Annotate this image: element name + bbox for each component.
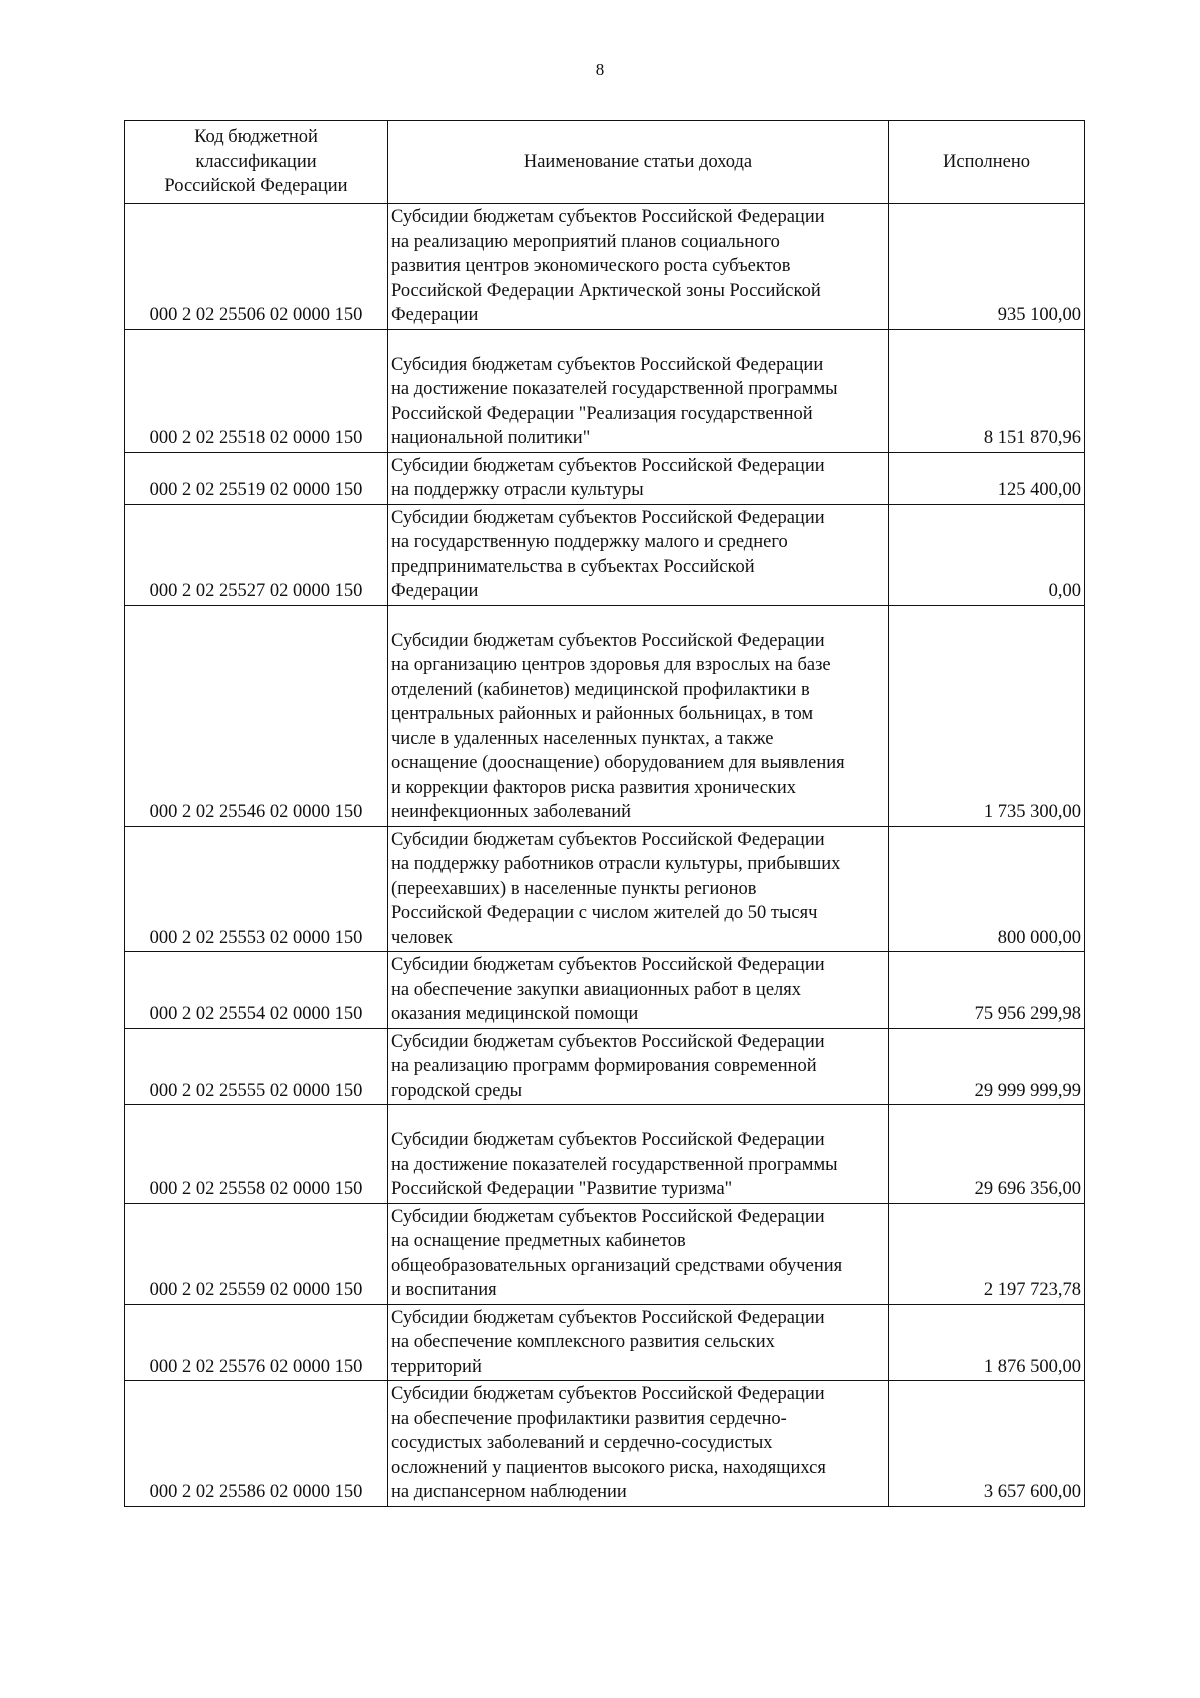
table-header-row [125, 121, 1085, 204]
revenue-name-line: Субсидии бюджетам субъектов Российской Федерации [391, 1130, 825, 1150]
table-row [125, 1028, 1085, 1105]
revenue-name-cell [388, 1105, 889, 1204]
revenue-name-line: (переехавших) в населенные пункты регионов [391, 878, 757, 899]
revenue-name-line: общеобразовательных организаций средствами обучения [391, 1255, 843, 1276]
revenue-name-line: числе в удаленных населенных пунктах, а также [391, 728, 774, 749]
revenue-name-line: Российской Федерации с числом жителей до 50 тысяч [391, 903, 818, 923]
budget-code-cell: 000 2 02 25576 02 0000 150 [125, 1304, 388, 1381]
amount-cell: 125 400,00 [889, 452, 1085, 504]
header-code-line: классификации [195, 151, 317, 172]
table-row [125, 452, 1085, 504]
amount-cell: 800 000,00 [889, 826, 1085, 952]
revenue-name-line: оснащение (дооснащение) оборудованием для выявления [391, 753, 845, 773]
table-row [125, 605, 1085, 826]
table-row [125, 1203, 1085, 1304]
revenue-name-line: неинфекционных заболеваний [391, 802, 632, 822]
revenue-name-line: Субсидии бюджетам субъектов Российской Федерации [391, 207, 825, 227]
amount-cell: 75 956 299,98 [889, 952, 1085, 1029]
budget-code-cell: 000 2 02 25506 02 0000 150 [125, 204, 388, 330]
table-row [125, 1381, 1085, 1507]
revenue-table [124, 120, 1085, 1507]
revenue-name-line: городской среды [391, 1080, 523, 1101]
budget-code-cell: 000 2 02 25586 02 0000 150 [125, 1381, 388, 1507]
revenue-name-line: на достижение показателей государственной программы [391, 1154, 838, 1175]
budget-code-cell: 000 2 02 25546 02 0000 150 [125, 605, 388, 826]
amount-cell: 29 999 999,99 [889, 1028, 1085, 1105]
budget-code-cell: 000 2 02 25558 02 0000 150 [125, 1105, 388, 1204]
revenue-name-line: Субсидии бюджетам субъектов Российской Федерации [391, 1031, 825, 1052]
revenue-name-line: территорий [391, 1356, 482, 1377]
amount-cell: 8 151 870,96 [889, 329, 1085, 452]
revenue-name-line: Субсидии бюджетам субъектов Российской Федерации [391, 829, 825, 850]
revenue-name-line: Субсидии бюджетам субъектов Российской Федерации [391, 507, 825, 528]
amount-cell: 1 876 500,00 [889, 1304, 1085, 1381]
revenue-name-line: Российской Федерации Арктической зоны Российской [391, 280, 821, 301]
header-code-line: Код бюджетной [194, 127, 318, 148]
revenue-name-cell [388, 605, 889, 826]
revenue-name-line: на поддержку работников отрасли культуры, прибывших [391, 854, 841, 874]
amount-cell: 29 696 356,00 [889, 1105, 1085, 1204]
revenue-name-line: Субсидии бюджетам субъектов Российской Федерации [391, 1384, 825, 1404]
table-row [125, 204, 1085, 330]
budget-code-cell: 000 2 02 25553 02 0000 150 [125, 826, 388, 952]
page-number: 8 [595, 60, 605, 79]
revenue-name-line: центральных районных и районных больницах, в том [391, 704, 814, 724]
revenue-name-line: Субсидия бюджетам субъектов Российской Федерации [391, 354, 824, 375]
revenue-name-line: отделений (кабинетов) медицинской профилактики в [391, 679, 810, 700]
revenue-name-line: Федерации [391, 581, 479, 601]
budget-code-cell: 000 2 02 25527 02 0000 150 [125, 504, 388, 605]
revenue-name-line: на обеспечение профилактики развития сердечно- [391, 1408, 787, 1429]
revenue-name-line: оказания медицинской помощи [391, 1004, 639, 1024]
revenue-name-cell [388, 329, 889, 452]
amount-cell: 2 197 723,78 [889, 1203, 1085, 1304]
revenue-name-line: Субсидии бюджетам субъектов Российской Федерации [391, 955, 825, 975]
revenue-name-cell [388, 504, 889, 605]
revenue-name-line: и коррекции факторов риска развития хронических [391, 777, 797, 798]
revenue-name-line: Субсидии бюджетам субъектов Российской Федерации [391, 455, 825, 476]
revenue-name-line: на реализацию мероприятий планов социального [391, 231, 780, 252]
revenue-name-line: и воспитания [391, 1280, 497, 1300]
header-name: Наименование статьи дохода [388, 121, 889, 204]
table-row [125, 1304, 1085, 1381]
revenue-name-line: на достижение показателей государственной программы [391, 379, 838, 399]
budget-code-cell: 000 2 02 25555 02 0000 150 [125, 1028, 388, 1105]
revenue-name-line: Субсидии бюджетам субъектов Российской Федерации [391, 1307, 825, 1328]
revenue-name-line: на обеспечение комплексного развития сельских [391, 1332, 775, 1352]
amount-cell: 1 735 300,00 [889, 605, 1085, 826]
revenue-name-line: национальной политики" [391, 428, 591, 448]
revenue-name-cell [388, 452, 889, 504]
header-code [125, 121, 388, 204]
header-amount: Исполнено [889, 121, 1085, 204]
revenue-name-line: на государственную поддержку малого и среднего [391, 532, 788, 552]
budget-code-cell: 000 2 02 25559 02 0000 150 [125, 1203, 388, 1304]
amount-cell: 3 657 600,00 [889, 1381, 1085, 1507]
revenue-name-line: на поддержку отрасли культуры [391, 480, 644, 500]
revenue-name-line: развития центров экономического роста субъектов [391, 256, 791, 276]
revenue-name-line: Российской Федерации "Развитие туризма" [391, 1179, 733, 1199]
revenue-name-cell [388, 952, 889, 1029]
revenue-name-line: человек [391, 927, 453, 948]
revenue-name-line: на реализацию программ формирования современной [391, 1056, 817, 1076]
revenue-name-line: предпринимательства в субъектах Российской [391, 556, 755, 577]
budget-code-cell: 000 2 02 25554 02 0000 150 [125, 952, 388, 1029]
amount-cell: 0,00 [889, 504, 1085, 605]
revenue-name-line: сосудистых заболеваний и сердечно-сосудистых [391, 1433, 773, 1453]
revenue-name-line: на организацию центров здоровья для взрослых на базе [391, 655, 831, 675]
revenue-name-cell [388, 204, 889, 330]
revenue-name-cell [388, 1381, 889, 1507]
revenue-name-cell [388, 1203, 889, 1304]
table-row [125, 329, 1085, 452]
header-code-line: Российской Федерации [164, 176, 348, 197]
table-row [125, 504, 1085, 605]
revenue-name-line: Субсидии бюджетам субъектов Российской Федерации [391, 630, 825, 651]
revenue-name-line: Российской Федерации "Реализация государственной [391, 403, 813, 424]
revenue-name-cell [388, 826, 889, 952]
table-row [125, 952, 1085, 1029]
revenue-name-line: Субсидии бюджетам субъектов Российской Федерации [391, 1206, 825, 1227]
revenue-name-line: на оснащение предметных кабинетов [391, 1231, 686, 1251]
revenue-name-cell [388, 1028, 889, 1105]
revenue-name-line: осложнений у пациентов высокого риска, находящихся [391, 1457, 826, 1478]
amount-cell: 935 100,00 [889, 204, 1085, 330]
revenue-name-line: на обеспечение закупки авиационных работ в целях [391, 979, 802, 1000]
revenue-name-line: Федерации [391, 305, 479, 325]
revenue-name-line: на диспансерном наблюдении [391, 1482, 627, 1502]
revenue-name-cell [388, 1304, 889, 1381]
table-row [125, 826, 1085, 952]
table-row [125, 1105, 1085, 1204]
budget-code-cell: 000 2 02 25518 02 0000 150 [125, 329, 388, 452]
budget-code-cell: 000 2 02 25519 02 0000 150 [125, 452, 388, 504]
